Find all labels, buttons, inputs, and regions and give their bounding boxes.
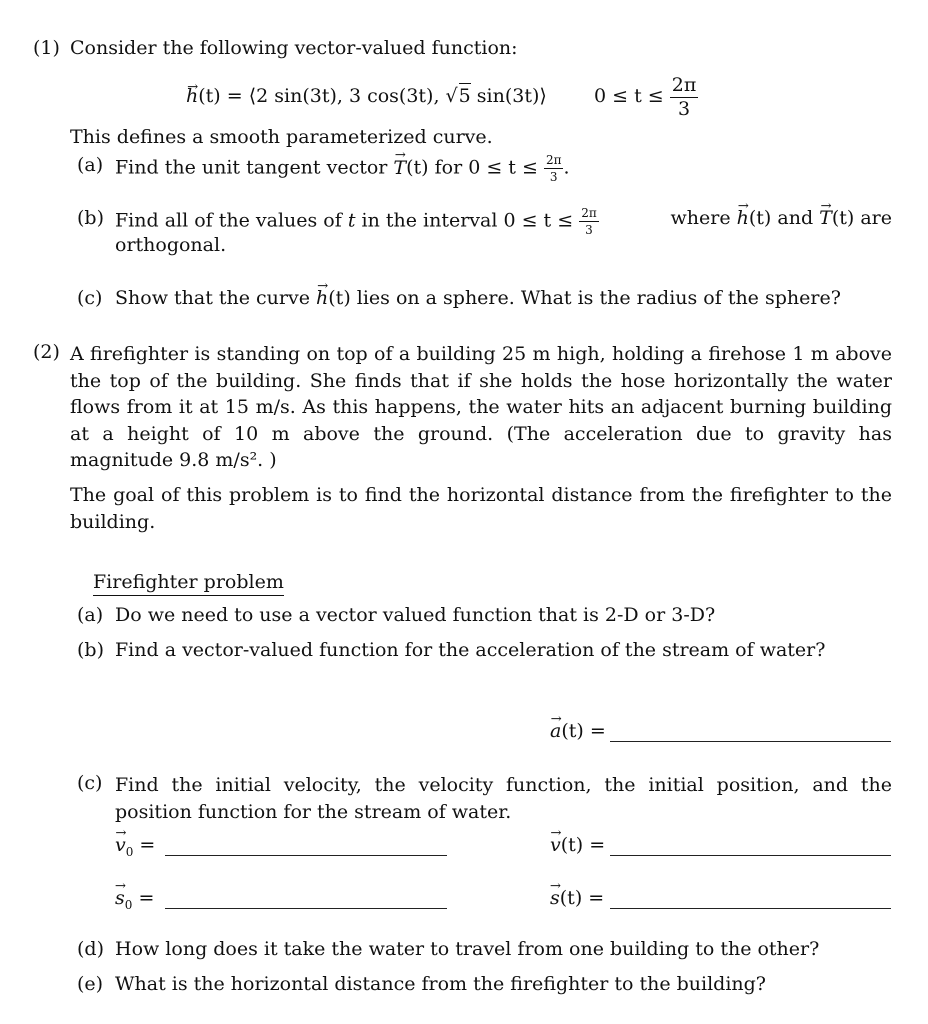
p2-c-text: Find the initial velocity, the velocity function, the initial position, and the position function for the stream of water. <box>115 774 892 823</box>
p2-c-label: (c) <box>77 772 103 794</box>
p1-b-part2 <box>671 207 893 236</box>
position-function-answer-line[interactable] <box>610 907 891 909</box>
problem-2-number: (2) <box>33 341 60 363</box>
T-vector-symbol: → T <box>393 157 406 179</box>
p1-b-mid: in the interval 0 ≤ t ≤ <box>355 209 580 232</box>
acceleration-eq: (t) = <box>561 720 606 742</box>
p1-c-post: (t) lies on a sphere. What is the radius of the sphere? <box>328 287 841 309</box>
velocity-eq: (t) = <box>560 834 606 856</box>
position-function-label <box>550 887 604 909</box>
s0-subscript: 0 <box>124 897 133 912</box>
h-vector-symbol-b: → h <box>737 207 749 229</box>
v0-eq: = <box>133 834 156 856</box>
s-vector-symbol: → s <box>115 887 125 909</box>
problem-2-statement: A firefighter is standing on top of a building 25 m high, holding a firehose 1 m above the top of the building. She finds that if she holds the hose horizontally the water flows from it at 15 m/s. As this happens, the water hits an adjacent burning building at a height of 10 m above the ground. (The acceleration due to gravity has magnitude 9.8 m/s². ) <box>70 343 892 472</box>
p1-b-where: where <box>670 207 737 229</box>
p2-e-label: (e) <box>77 973 104 995</box>
p1-b-line2: orthogonal. <box>115 234 227 256</box>
p1-b-frac-num: 2π <box>581 206 597 220</box>
T-vector-symbol-b: → T <box>819 207 832 229</box>
p1-a-frac-num: 2π <box>545 153 562 167</box>
p1-b-fraction <box>579 207 599 236</box>
h-vector-symbol-c: → h <box>316 287 328 309</box>
initial-velocity-label <box>115 834 155 859</box>
sqrt-radicand: 5 <box>458 85 471 107</box>
velocity-function-answer-line[interactable] <box>610 854 891 856</box>
p1-b-are: (t) are <box>831 207 892 229</box>
p1-b-line1 <box>115 207 892 236</box>
range-fraction <box>670 73 699 120</box>
formula-tail: sin(3t)⟩ <box>470 85 547 107</box>
h-vector-symbol: → h <box>186 72 198 120</box>
v-vector-symbol: → v <box>115 834 126 856</box>
vector-function-formula: → h(t) = ⟨2 sin(3t), 3 cos(3t), √5 sin(3t)⟩ <box>186 72 547 120</box>
p1-c-pre: Show that the curve <box>115 287 317 309</box>
p1-a-label: (a) <box>77 154 104 176</box>
domain-range <box>594 72 698 120</box>
firefighter-heading-text: Firefighter problem <box>93 571 284 596</box>
problem-1-number: (1) <box>33 37 60 59</box>
p1-b-and: (t) and <box>748 207 820 229</box>
p2-d-label: (d) <box>77 938 104 960</box>
range-lhs: 0 ≤ t ≤ <box>594 85 670 107</box>
p1-b-t: t <box>347 209 356 232</box>
range-frac-den: 3 <box>677 97 691 120</box>
p1-a-end: . <box>563 156 570 179</box>
p1-a-pre: Find the unit tangent vector <box>115 156 394 179</box>
p2-a-text: Do we need to use a vector valued function that is 2-D or 3-D? <box>115 604 716 626</box>
firefighter-heading <box>93 571 284 593</box>
p2-b-text: Find a vector-valued function for the acceleration of the stream of water? <box>115 639 826 661</box>
initial-velocity-answer-line[interactable] <box>165 854 447 856</box>
p2-a-label: (a) <box>77 604 104 626</box>
p1-b-label: (b) <box>77 207 104 229</box>
p2-e-text: What is the horizontal distance from the firefighter to the building? <box>115 973 766 995</box>
a-vector-symbol: → a <box>550 720 561 742</box>
p2-b-label: (b) <box>77 639 104 661</box>
velocity-function-label <box>550 834 605 856</box>
initial-position-answer-line[interactable] <box>165 907 447 909</box>
acceleration-answer-line[interactable] <box>610 740 891 742</box>
problem-1-intro: Consider the following vector-valued function: <box>70 37 518 59</box>
v0-subscript: 0 <box>125 844 134 859</box>
p1-a-frac-den: 3 <box>549 170 558 184</box>
position-eq: (t) = <box>559 887 605 909</box>
smooth-curve-note: This defines a smooth parameterized curve. <box>70 126 493 148</box>
p1-b-pre: Find all of the values of <box>115 209 348 232</box>
p2-d-text: How long does it take the water to travel from one building to the other? <box>115 938 820 960</box>
problem-2-goal: The goal of this problem is to find the horizontal distance from the firefighter to the building. <box>70 484 892 533</box>
acceleration-label <box>550 720 606 742</box>
p1-b-part1 <box>115 207 599 236</box>
s-of-t-vector-symbol: → s <box>550 887 560 909</box>
p1-a-text <box>115 154 570 183</box>
p1-a-post: (t) for 0 ≤ t ≤ <box>406 156 544 179</box>
range-frac-num: 2π <box>671 73 697 96</box>
p1-c-label: (c) <box>77 287 103 309</box>
formula-components: (t) = ⟨2 sin(3t), 3 cos(3t), <box>198 85 446 107</box>
p1-a-fraction <box>544 154 564 183</box>
initial-position-label <box>115 887 154 912</box>
p1-c-text <box>115 287 841 309</box>
p1-b-frac-den: 3 <box>585 223 593 237</box>
s0-eq: = <box>132 887 155 909</box>
v-of-t-vector-symbol: → v <box>550 834 561 856</box>
